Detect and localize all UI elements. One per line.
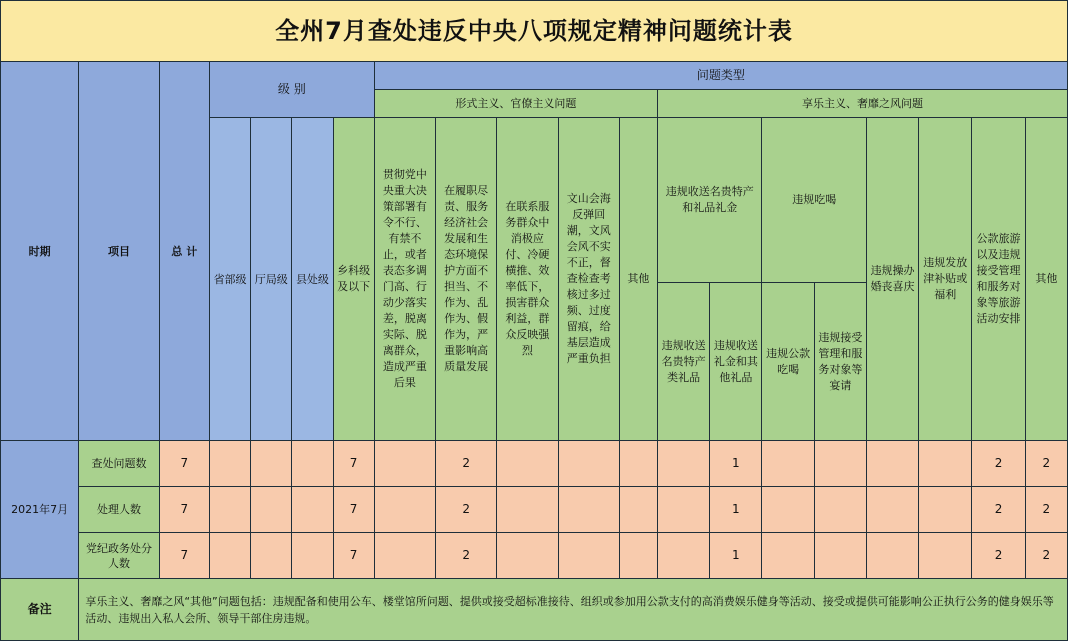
cell-formalism-1 [374, 487, 435, 533]
cell-hedonism-travel: 2 [972, 533, 1025, 579]
cell-eat-public-funds [762, 487, 814, 533]
cell-hedonism-other: 2 [1025, 533, 1067, 579]
row-total: 7 [159, 441, 209, 487]
hedonism-group-header: 享乐主义、奢靡之风问题 [658, 90, 1068, 118]
eat-col-banquet-header: 违规接受管理和服务对象等宴请 [814, 283, 866, 441]
cell-eat-banquet [814, 533, 866, 579]
cell-hedonism-weddings [866, 487, 918, 533]
cell-formalism-4 [558, 441, 619, 487]
cell-formalism-3 [497, 441, 558, 487]
cell-hedonism-other: 2 [1025, 487, 1067, 533]
gift-col-specialty-header: 违规收送名贵特产类礼品 [658, 283, 710, 441]
table-row [1, 533, 1068, 579]
cell-hedonism-other: 2 [1025, 441, 1067, 487]
cell-hedonism-weddings [866, 441, 918, 487]
eat-col-public-funds-header: 违规公款吃喝 [762, 283, 814, 441]
gift-group-header: 违规收送名贵特产和礼品礼金 [658, 118, 762, 283]
eat-group-header: 违规吃喝 [762, 118, 866, 283]
note-text: 享乐主义、奢靡之风“其他”问题包括：违规配备和使用公车、楼堂馆所问题、提供或接受超标准接待、组织或参加用公款支付的高消费娱乐健身等活动、接受或提供可能影响公正执行公务的健身娱乐等活动、违规出入私人会所、领导干部住房违规。 [79, 579, 1068, 641]
cell-gift-cash: 1 [710, 487, 762, 533]
row-label: 处理人数 [79, 487, 159, 533]
level-header-township: 乡科级及以下 [333, 118, 374, 441]
note-label: 备注 [1, 579, 79, 641]
cell-level-provincial [209, 487, 250, 533]
total-header: 总 计 [159, 62, 209, 441]
cell-formalism-5 [619, 487, 657, 533]
cell-eat-banquet [814, 487, 866, 533]
cell-hedonism-travel: 2 [972, 487, 1025, 533]
formalism-col-3-header: 在联系服务群众中消极应付、冷硬横推、效率低下，损害群众利益，群众反映强烈 [497, 118, 558, 441]
formalism-col-2-header: 在履职尽责、服务经济社会发展和生态环境保护方面不担当、不作为、乱作为、假作为，严重影响高质量发展 [436, 118, 497, 441]
cell-level-bureau [251, 487, 292, 533]
period-value: 2021年7月 [1, 441, 79, 579]
cell-eat-public-funds [762, 533, 814, 579]
cell-level-provincial [209, 533, 250, 579]
cell-level-township: 7 [333, 441, 374, 487]
hedonism-col-other-header: 其他 [1025, 118, 1067, 441]
cell-formalism-3 [497, 487, 558, 533]
cell-eat-public-funds [762, 441, 814, 487]
cell-level-county [292, 441, 333, 487]
cell-formalism-1 [374, 441, 435, 487]
cell-hedonism-allowance [919, 441, 972, 487]
table-row [1, 441, 1068, 487]
cell-level-county [292, 487, 333, 533]
cell-formalism-1 [374, 533, 435, 579]
level-header-provincial: 省部级 [209, 118, 250, 441]
row-label: 查处问题数 [79, 441, 159, 487]
level-header-bureau: 厅局级 [251, 118, 292, 441]
gift-col-cash-header: 违规收送礼金和其他礼品 [710, 283, 762, 441]
cell-formalism-4 [558, 487, 619, 533]
row-label: 党纪政务处分人数 [79, 533, 159, 579]
cell-level-township: 7 [333, 533, 374, 579]
page-title: 全州7月查处违反中央八项规定精神问题统计表 [1, 1, 1068, 62]
formalism-col-5-header: 其他 [619, 118, 657, 441]
cell-formalism-4 [558, 533, 619, 579]
level-header-county: 县处级 [292, 118, 333, 441]
cell-gift-specialty [658, 441, 710, 487]
cell-formalism-2: 2 [436, 441, 497, 487]
hedonism-col-travel-header: 公款旅游以及违规接受管理和服务对象等旅游活动安排 [972, 118, 1025, 441]
cell-level-county [292, 533, 333, 579]
formalism-group-header: 形式主义、官僚主义问题 [374, 90, 657, 118]
cell-formalism-5 [619, 533, 657, 579]
cell-hedonism-weddings [866, 533, 918, 579]
cell-level-township: 7 [333, 487, 374, 533]
cell-gift-cash: 1 [710, 533, 762, 579]
table-row [1, 487, 1068, 533]
cell-gift-specialty [658, 533, 710, 579]
cell-gift-specialty [658, 487, 710, 533]
item-header: 项目 [79, 62, 159, 441]
formalism-col-1-header: 贯彻党中央重大决策部署有令不行、有禁不止，或者表态多调门高、行动少落实差，脱离实际、脱离群众，造成严重后果 [374, 118, 435, 441]
cell-hedonism-travel: 2 [972, 441, 1025, 487]
hedonism-col-weddings-header: 违规操办婚丧喜庆 [866, 118, 918, 441]
cell-gift-cash: 1 [710, 441, 762, 487]
level-group-header: 级 别 [209, 62, 374, 118]
cell-level-bureau [251, 533, 292, 579]
cell-eat-banquet [814, 441, 866, 487]
cell-hedonism-allowance [919, 487, 972, 533]
row-total: 7 [159, 533, 209, 579]
cell-level-bureau [251, 441, 292, 487]
cell-formalism-5 [619, 441, 657, 487]
cell-hedonism-allowance [919, 533, 972, 579]
cell-level-provincial [209, 441, 250, 487]
row-total: 7 [159, 487, 209, 533]
cell-formalism-2: 2 [436, 487, 497, 533]
formalism-col-4-header: 文山会海反弹回潮，文风会风不实不正，督查检查考核过多过频、过度留痕，给基层造成严重负担 [558, 118, 619, 441]
cell-formalism-2: 2 [436, 533, 497, 579]
period-header: 时期 [1, 62, 79, 441]
hedonism-col-allowance-header: 违规发放津补贴或福利 [919, 118, 972, 441]
cell-formalism-3 [497, 533, 558, 579]
problem-type-header: 问题类型 [374, 62, 1067, 90]
